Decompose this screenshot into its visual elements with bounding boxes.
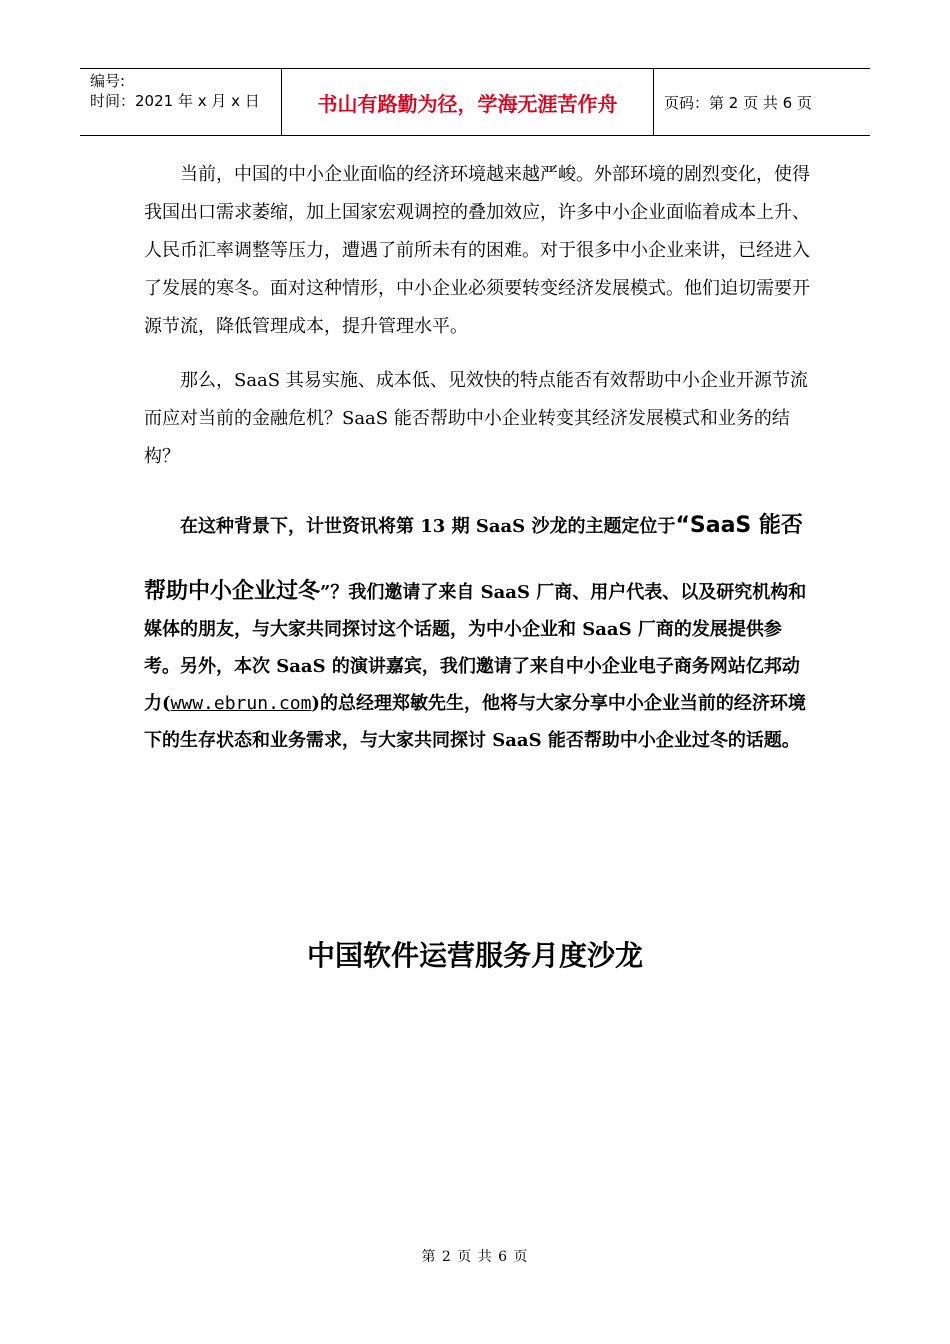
theme-highlight-a: “SaaS 能否 [675, 513, 803, 538]
document-date-label: 时间：2021 年 x 月 x 日 [90, 92, 260, 110]
paragraph-salon-theme [144, 506, 812, 759]
theme-rest-a: ”？我们邀请了来自 SaaS 厂商、用户代表、以及研究机构和媒体的朋友，与大家共同探讨这个话题，为中小企业和 SaaS 厂商的发展提供参考。另外，本次 SaaS 的演讲嘉宾，我们邀请了来自中小企业电子商务网站亿邦动力( [144, 582, 807, 714]
document-number-label: 编号: [90, 72, 126, 90]
theme-body [144, 573, 812, 759]
page-header [80, 68, 870, 136]
section-title: 中国软件运营服务月度沙龙 [306, 939, 643, 972]
theme-rest-b: )的总经理郑敏先生，他将与大家分享中小企业当前的经济环境下的生存状态和业务需求，与大家共同探讨 SaaS 能否帮助中小企业过冬的话题。 [144, 693, 806, 751]
theme-highlight-b: 帮助中小企业过冬 [144, 579, 321, 604]
page-footer: 第 2 页 共 6 页 [421, 1249, 529, 1265]
theme-lead-line [144, 506, 812, 547]
ebrun-link[interactable]: www.ebrun.com [170, 693, 312, 714]
header-motto: 书山有路勤为径，学海无涯苦作舟 [282, 69, 654, 135]
paragraph-economic-environment: 当前，中国的中小企业面临的经济环境越来越严峻。外部环境的剧烈变化，使得我国出口需求萎缩，加上国家宏观调控的叠加效应，许多中小企业面临着成本上升、人民币汇率调整等压力，遭遇了前所未有的困难。对于很多中小企业来讲，已经进入了发展的寒冬。面对这种情形，中小企业必须要转变经济发展模式。他们迫切需要开源节流，降低管理成本，提升管理水平。 [144, 164, 810, 337]
header-page-info: 页码：第 2 页 共 6 页 [664, 93, 812, 112]
paragraph-saas-question: 那么，SaaS 其易实施、成本低、见效快的特点能否有效帮助中小企业开源节流而应对当前的金融危机？SaaS 能否帮助中小企业转变其经济发展模式和业务的结构？ [144, 370, 808, 467]
theme-lead-text: 在这种背景下，计世资讯将第 13 期 SaaS 沙龙的主题定位于 [180, 516, 676, 537]
header-meta [80, 69, 282, 135]
